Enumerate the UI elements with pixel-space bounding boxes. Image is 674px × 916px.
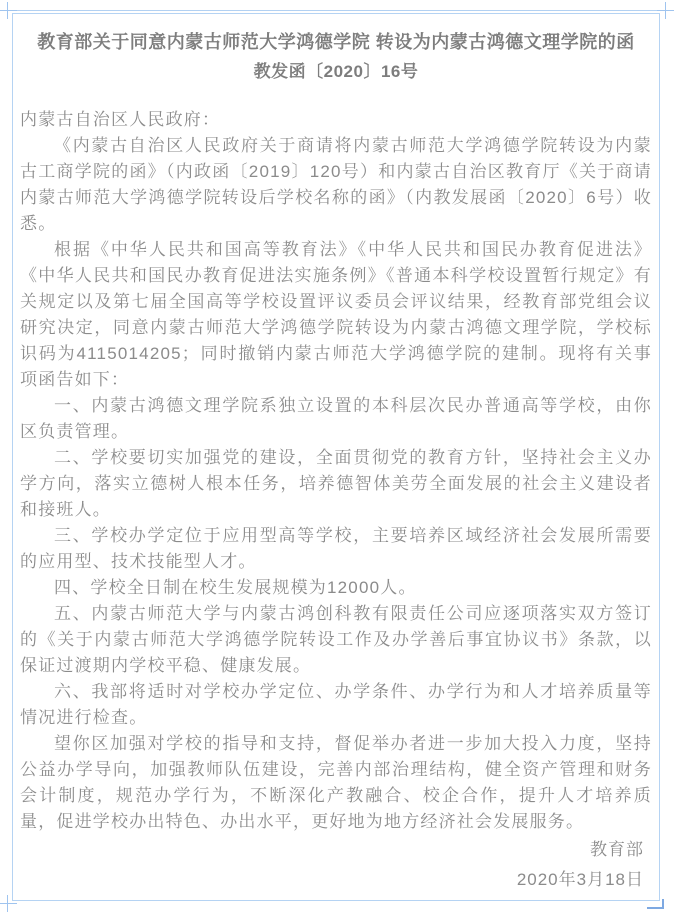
- paragraph: 四、学校全日制在校生发展规模为12000人。: [54, 578, 417, 597]
- signature-organization: 教育部: [590, 840, 644, 859]
- document-body: [20, 107, 652, 835]
- crop-mark-stroke: [7, 895, 8, 912]
- paragraph: 五、内蒙古师范大学与内蒙古鸿创科教有限责任公司应逐项落实双方签订的《关于内蒙古师范大学鸿德学院转设工作及办学善后事宜协议书》条款，以保证过渡期内学校平稳、健康发展。: [20, 604, 652, 675]
- salutation: 内蒙古自治区人民政府：: [20, 110, 221, 129]
- paragraph: 望你区加强对学校的指导和支持，督促举办者进一步加大投入力度，坚持公益办学导向，加强教师队伍建设，完善内部治理结构，健全资产管理和财务会计制度，规范办学行为，不断深化产教融合、校企合作，提升人才培养质量，促进学校办出特色、办出水平，更好地为地方经济社会发展服务。: [20, 734, 652, 831]
- document-title: 教育部关于同意内蒙古师范大学鸿德学院 转设为内蒙古鸿德文理学院的函: [37, 32, 635, 52]
- crop-mark-stroke: [7, 2, 8, 19]
- paragraph: 六、我部将适时对学校办学定位、办学条件、办学行为和人才培养质量等情况进行检查。: [20, 682, 652, 727]
- crop-mark-stroke: [665, 2, 666, 19]
- signature-date: 2020年3月18日: [516, 870, 644, 889]
- document-border-box: [12, 13, 660, 901]
- paragraph: 《内蒙古自治区人民政府关于商请将内蒙古师范大学鸿德学院转设为内蒙古工商学院的函》（内政函〔2019〕120号）和内蒙古自治区教育厅《关于商请内蒙古师范大学鸿德学院转设后学校名称的函》（内教发展函〔2020〕6号）收悉。: [20, 136, 652, 233]
- paragraph: 根据《中华人民共和国高等教育法》《中华人民共和国民办教育促进法》《中华人民共和国民办教育促进法实施条例》《普通本科学校设置暂行规定》有关规定以及第七届全国高等学校设置评议委员会评议结果，经教育部党组会议研究决定，同意内蒙古师范大学鸿德学院转设为内蒙古鸿德文理学院，学校标识码为4115014205；同时撤销内蒙古师范大学鸿德学院的建制。现将有关事项函告如下：: [20, 240, 652, 389]
- paragraph: 三、学校办学定位于应用型高等学校，主要培养区域经济社会发展所需要的应用型、技术技能型人才。: [20, 526, 652, 571]
- signature-block: [20, 837, 652, 893]
- document-number: 教发函〔2020〕16号: [253, 62, 419, 81]
- top-rule-line: [0, 10, 674, 11]
- crop-mark-stroke: [0, 903, 17, 904]
- paragraph: 二、学校要切实加强党的建设，全面贯彻党的教育方针，坚持社会主义办学方向，落实立德树人根本任务，培养德智体美劳全面发展的社会主义建设者和接班人。: [20, 448, 652, 519]
- paragraph: 一、内蒙古鸿德文理学院系独立设置的本科层次民办普通高等学校，由你区负责管理。: [20, 396, 652, 441]
- handle-stroke: [662, 899, 664, 909]
- crop-mark-stroke: [0, 10, 17, 11]
